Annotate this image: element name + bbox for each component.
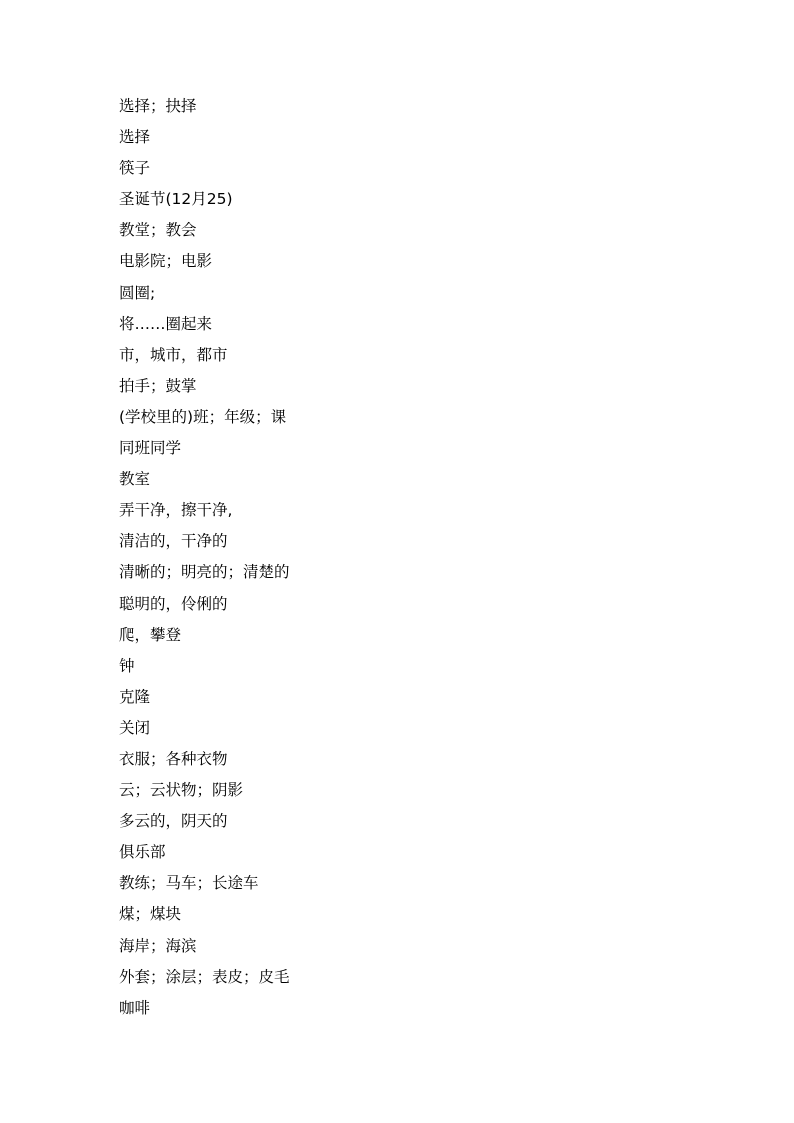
list-item: 海岸；海滨 [119,936,197,955]
list-item: 筷子 [119,159,151,178]
list-item: (学校里的)班；年级；课 [119,407,287,426]
list-item: 聪明的，伶俐的 [119,594,228,613]
list-item: 同班同学 [119,439,182,458]
list-item: 清晰的；明亮的；清楚的 [119,563,290,582]
list-item: 电影院；电影 [119,252,213,271]
list-item: 选择；抉择 [119,97,197,115]
list-item: 关闭 [119,718,151,737]
list-item: 爬，攀登 [119,625,182,644]
list-item: 云；云状物；阴影 [119,781,244,800]
list-item: 弄干净，擦干净, [119,501,233,520]
list-item: 教室 [119,470,151,489]
list-item: 选择 [119,128,151,147]
list-item: 俱乐部 [119,843,166,862]
list-item: 将……圈起来 [119,314,213,333]
list-item: 咖啡 [119,998,151,1017]
list-item: 外套；涂层；表皮；皮毛 [119,967,290,986]
list-item: 圆圈; [119,283,156,302]
list-item: 克隆 [119,687,151,706]
list-item: 钟 [119,656,135,675]
vocabulary-list [119,91,290,1024]
list-item: 衣服；各种衣物 [119,749,228,768]
list-item: 教堂；教会 [119,221,197,240]
list-item: 拍手；鼓掌 [119,376,197,395]
list-item: 多云的，阴天的 [119,812,228,831]
list-item: 圣诞节(12月25) [119,190,233,209]
list-item: 煤；煤块 [119,905,182,924]
list-item: 教练；马车；长途车 [119,874,259,893]
list-item: 清洁的，干净的 [119,532,228,551]
list-item: 市，城市，都市 [119,345,228,364]
